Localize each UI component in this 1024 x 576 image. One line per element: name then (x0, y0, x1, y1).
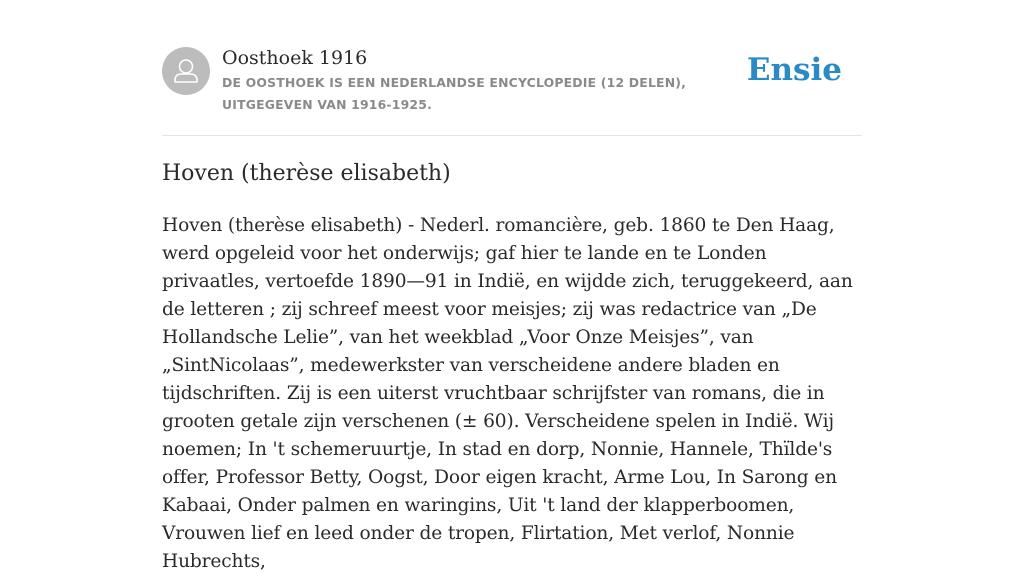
header-divider (162, 135, 862, 136)
source-description: DE OOSTHOEK IS EEN NEDERLANDSE ENCYCLOPEDIE (12 DELEN), UITGEGEVEN VAN 1916-1925. (222, 75, 687, 112)
user-icon-graphic (162, 47, 210, 95)
article-body: Hoven (therèse elisabeth) - Nederl. romancière, geb. 1860 te Den Haag, werd opgeleid voor het onderwijs; gaf hier te lande en te Londen privaatles, vertoefde 1890—91 in Indië, en wijdde zich, teruggekeerd, aan de letteren ; zij schreef meest voor meisjes; zij was redactrice van „De Hollandsche Lelie”, van het weekblad „Voor Onze Meisjes”, van „SintNicolaas”, medewerkster van verscheidene andere bladen en tijdschriften. Zij is een uiterst vruchtbaar schrijfster van romans, die in grooten getale zijn verschenen (± 60). Verscheidene spelen in Indië. Wij noemen; In 't schemeruurtje, In stad en dorp, Nonnie, Hannele, Thïlde's offer, Professor Betty, Oogst, Door eigen kracht, Arme Lou, In Sarong en Kabaai, Onder palmen en waringins, Uit 't land der klapperboomen, Vrouwen lief en leed onder de tropen, Flirtation, Met verlof, Nonnie Hubrechts, (162, 215, 853, 572)
ensie-logo[interactable]: Ensie (746, 52, 842, 88)
source-header (162, 46, 862, 116)
user-icon[interactable] (162, 47, 210, 95)
article-title: Hoven (therèse elisabeth) (162, 161, 451, 186)
source-name[interactable]: Oosthoek 1916 (222, 47, 368, 69)
